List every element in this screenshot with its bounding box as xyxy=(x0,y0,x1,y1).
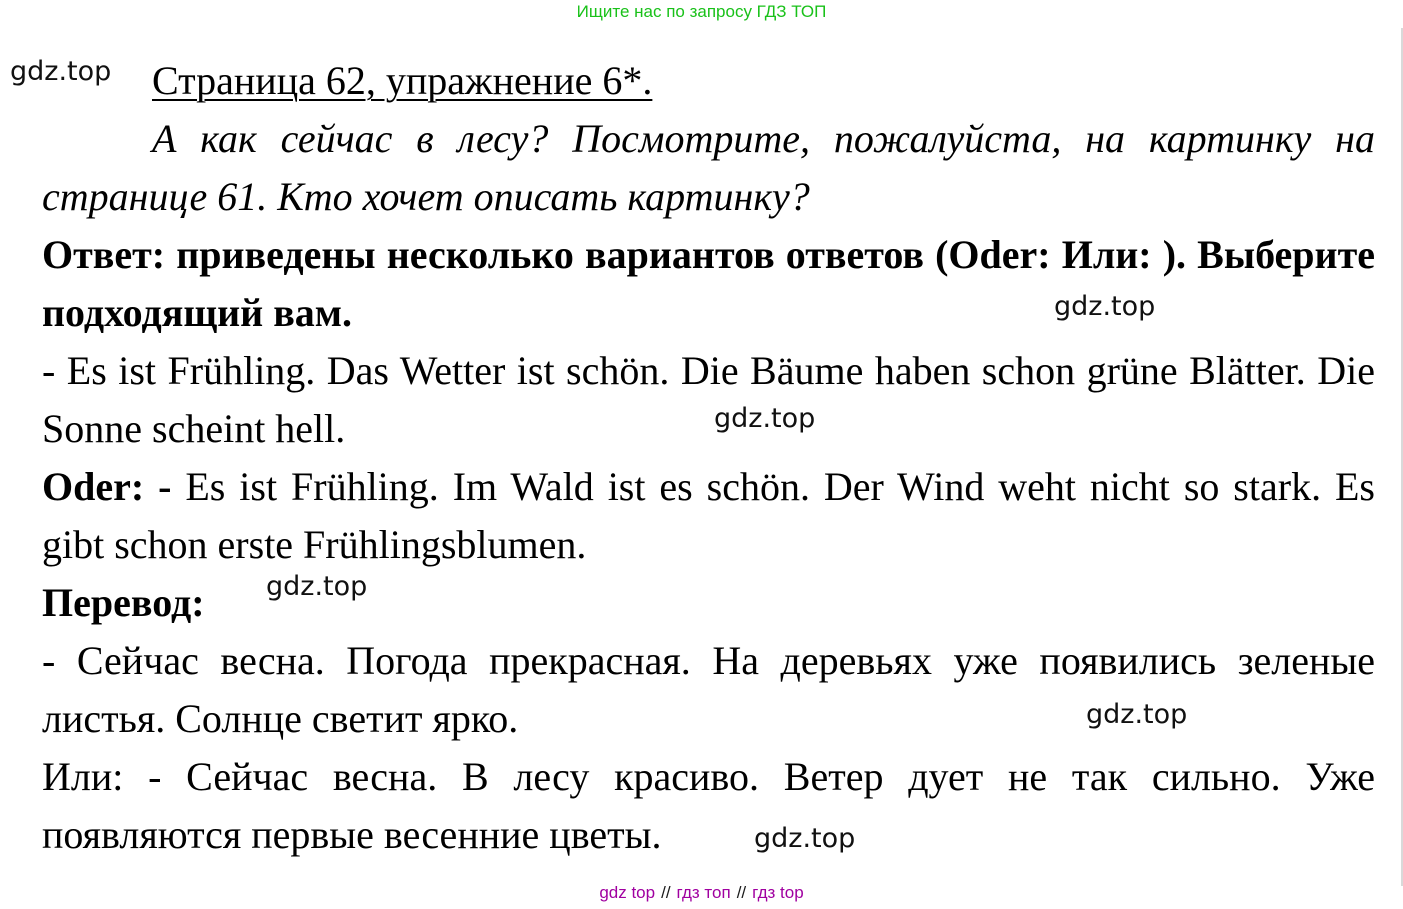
footer-link[interactable]: гдз топ xyxy=(676,883,731,902)
answer-variant-2-label: Oder: - xyxy=(42,464,186,509)
footer-link[interactable]: gdz top xyxy=(599,883,656,902)
watermark: gdz.top xyxy=(714,403,816,434)
answer-variant-1: - Es ist Frühling. Das Wetter ist schön. Die Bäume haben schon grüne Blätter. Die Sonne scheint hell. xyxy=(42,348,1375,451)
footer-separator: // xyxy=(661,883,671,902)
answer-intro: Ответ: приведены несколько вариантов ответов (Oder: Или: ). Выберите подходящий вам. xyxy=(42,232,1375,335)
top-banner: Ищите нас по запросу ГДЗ ТОП xyxy=(576,2,827,21)
translation-variant-2: Или: - Сейчас весна. В лесу красиво. Ветер дует не так сильно. Уже появляются первые весенние цветы. xyxy=(42,754,1375,857)
watermark: gdz.top xyxy=(1054,291,1156,322)
watermark: gdz.top xyxy=(266,571,368,602)
watermark: gdz.top xyxy=(1086,699,1188,730)
exercise-title-text: Страница 62, упражнение 6*. xyxy=(152,58,653,103)
exercise-title xyxy=(42,52,1375,110)
footer-link[interactable]: гдз top xyxy=(752,883,804,902)
watermark: gdz.top xyxy=(754,823,856,854)
answer-variant-2-text: Es ist Frühling. Im Wald ist es schön. Der Wind weht nicht so stark. Es gibt schon erste Frühlingsblumen. xyxy=(42,464,1375,567)
exercise-question: А как сейчас в лесу? Посмотрите, пожалуйста, на картинку на странице 61. Кто хочет описать картинку? xyxy=(42,116,1375,219)
translation-heading: Перевод: xyxy=(42,580,205,625)
answer-variant-2 xyxy=(42,458,1375,574)
translation-variant-1: - Сейчас весна. Погода прекрасная. На деревьях уже появились зеленые листья. Солнце светит ярко. xyxy=(42,638,1375,741)
footer-links xyxy=(0,880,1403,906)
watermark: gdz.top xyxy=(10,56,112,87)
footer-separator: // xyxy=(736,883,747,902)
exercise-content xyxy=(42,52,1375,864)
